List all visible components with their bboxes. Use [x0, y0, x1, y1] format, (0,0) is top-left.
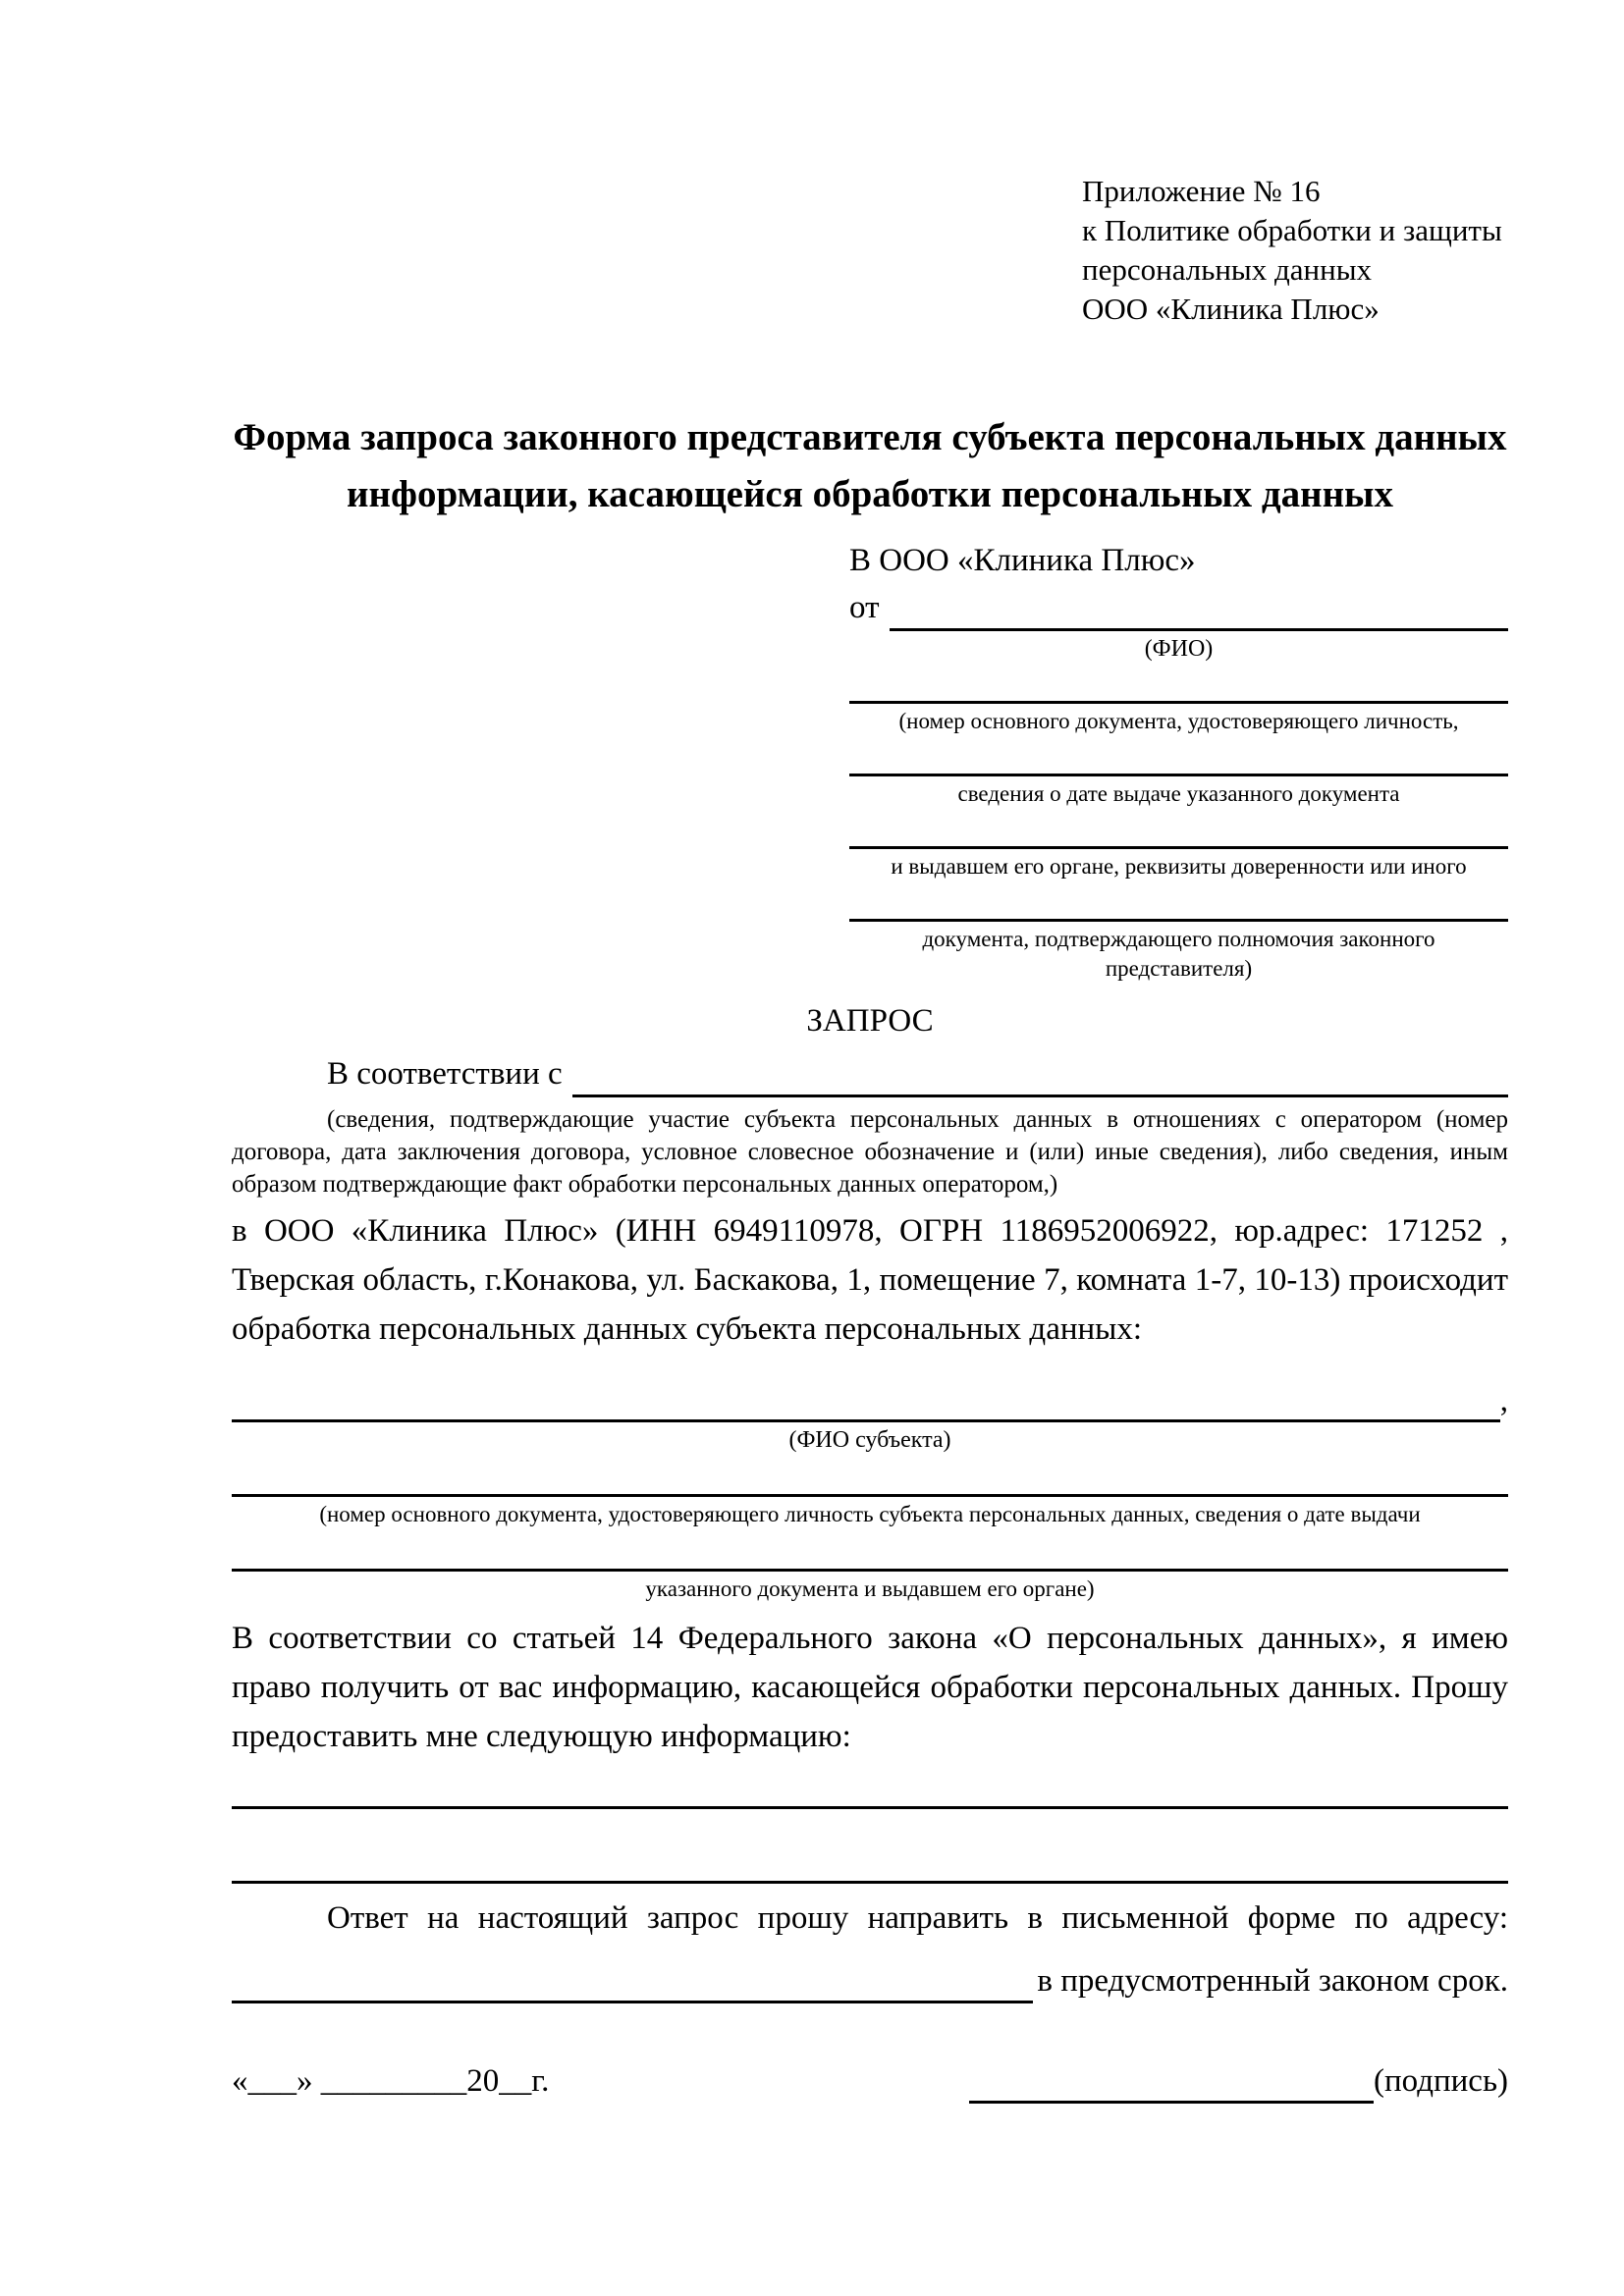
addressee-block	[849, 537, 1508, 984]
answer-address-row	[232, 1958, 1508, 2003]
appendix-number: Приложение № 16	[1082, 174, 1321, 208]
form-title: Форма запроса законного представителя субъекта персональных данных информации, касающейся обработки персональных данных	[233, 416, 1507, 515]
info-blank-line-2	[232, 1881, 1508, 1884]
subject-doc-caption-2: указанного документа и выдавшем его органе)	[645, 1576, 1095, 1601]
date-line: «___» _________20__г.	[232, 2063, 550, 2099]
footer-row	[232, 2058, 1508, 2104]
law-paragraph: В соответствии со статьей 14 Федерального закона «О персональных данных», я имею право получить от вас информацию, касающейся обработки персональных данных. Прошу предоставить мне следующую информацию:	[232, 1621, 1508, 1754]
appendix-company: ООО «Клиника Плюс»	[1082, 292, 1380, 326]
subject-fio-row	[232, 1379, 1508, 1422]
power-of-attorney-blank-line	[849, 919, 1508, 922]
subject-fio-comma: ,	[1499, 1383, 1508, 1418]
issuing-authority-caption: и выдавшем его органе, реквизиты доверенности или иного	[891, 854, 1467, 879]
issue-date-blank-line	[849, 774, 1508, 776]
signature-block	[969, 2058, 1508, 2104]
subject-fio-blank-line	[232, 1419, 1500, 1422]
answer-address-blank-line	[232, 2001, 1033, 2003]
accordance-label: В соответствии с	[327, 1056, 563, 1092]
subject-fio-caption: (ФИО субъекта)	[788, 1427, 951, 1453]
doc-number-blank-line	[849, 701, 1508, 704]
addressee-to: В ООО «Клиника Плюс»	[849, 543, 1196, 578]
accordance-blank-line	[572, 1095, 1508, 1097]
request-heading: ЗАПРОС	[806, 1003, 934, 1039]
issuing-authority-blank-line	[849, 846, 1508, 849]
subject-doc-caption-1: (номер основного документа, удостоверяющего личность субъекта персональных данных, сведения о дате выдачи	[319, 1502, 1421, 1526]
operator-paragraph: в ООО «Клиника Плюс» (ИНН 6949110978, ОГРН 1186952006922, юр.адрес: 171252 , Тверская область, г.Конакова, ул. Баскакова, 1, помещение 7, комната 1-7, 10-13) происходит обработка персональных данных субъекта персональных данных:	[232, 1213, 1508, 1347]
accordance-row	[232, 1050, 1508, 1097]
answer-tail: в предусмотренный законом срок.	[1037, 1963, 1508, 1999]
fio-caption: (ФИО)	[1144, 636, 1214, 662]
appendix-policy-line2: персональных данных	[1082, 252, 1373, 287]
accordance-caption: (сведения, подтверждающие участие субъекта персональных данных в отношениях с оператором (номер договора, дата заключения договора, условное словесное обозначение и (или) иные сведения), либо сведения, иным образом подтверждающие факт обработки персональных данных оператором,)	[232, 1106, 1508, 1198]
doc-number-caption: (номер основного документа, удостоверяющего личность,	[898, 709, 1459, 733]
power-of-attorney-caption: документа, подтверждающего полномочия законного представителя)	[922, 927, 1435, 981]
signature-caption: (подпись)	[1374, 2063, 1508, 2099]
issue-date-caption: сведения о дате выдаче указанного документа	[957, 781, 1400, 806]
appendix-policy-line: к Политике обработки и защиты	[1082, 213, 1502, 247]
from-label: от	[849, 590, 880, 625]
info-blank-line-1	[232, 1806, 1508, 1809]
from-row	[849, 584, 1508, 631]
from-blank-line	[890, 628, 1509, 631]
appendix-header	[1082, 172, 1508, 329]
subject-doc-blank-line-2	[232, 1569, 1508, 1572]
subject-doc-blank-line-1	[232, 1494, 1508, 1497]
signature-blank-line	[969, 2063, 1374, 2104]
answer-paragraph: Ответ на настоящий запрос прошу направить в письменной форме по адресу:	[327, 1900, 1508, 1936]
